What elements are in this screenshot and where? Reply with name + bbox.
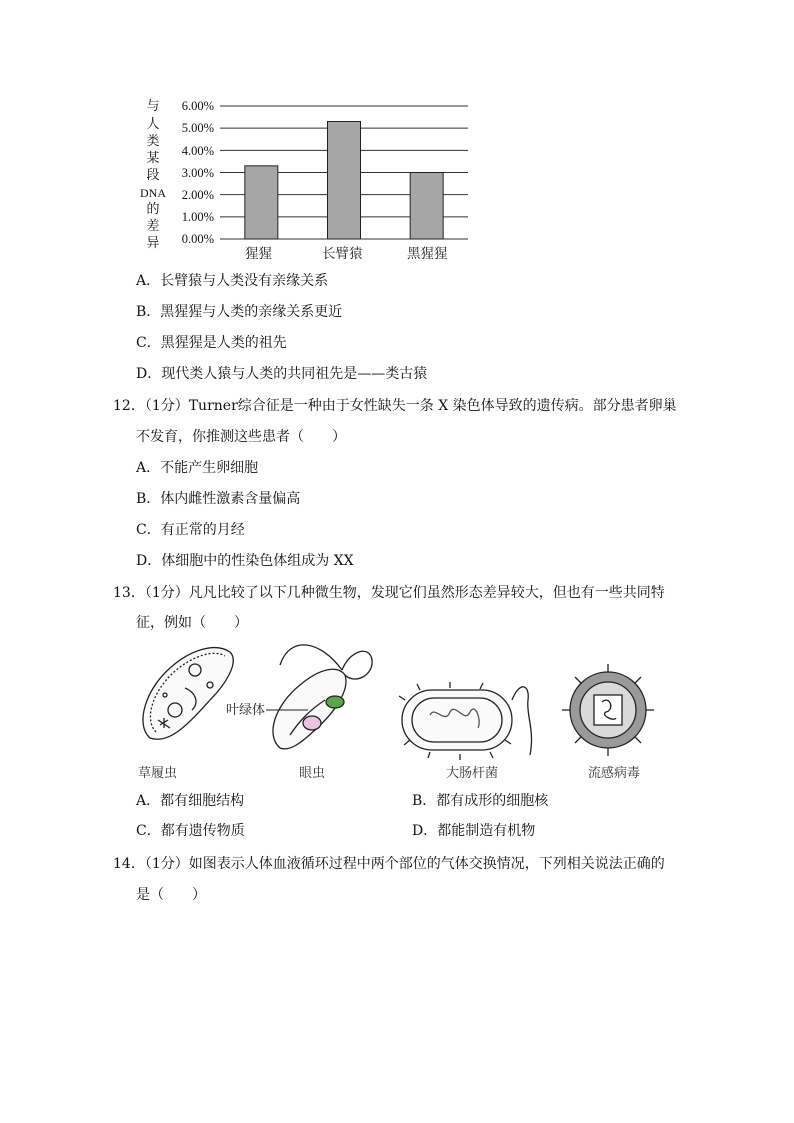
caption-paramecium: 草履虫 — [138, 766, 178, 781]
ylabel-char: 类 — [146, 134, 160, 149]
bar-2 — [410, 173, 443, 240]
x-category-label: 长臂猿 — [322, 246, 363, 262]
option-d[interactable]: D．都能制造有机物 — [412, 823, 536, 839]
y-tick-label: 0.00% — [181, 232, 214, 246]
y-tick-label: 4.00% — [181, 144, 214, 158]
question-text: 13．（1分）凡凡比较了以下几种微生物，发现它们虽然形态差异较大，但也有一些共同特 — [113, 585, 665, 601]
influenza-virus-illustration — [562, 664, 654, 756]
option-a[interactable]: A．都有细胞结构 — [136, 793, 245, 809]
y-tick-label: 6.00% — [181, 99, 214, 113]
option-d[interactable]: D．现代类人猿与人类的共同祖先是——类古猿 — [136, 366, 428, 382]
question-text: 12．（1分）Turner综合征是一种由于女性缺失一条 X 染色体导致的遗传病。部分患者卵巢 — [113, 398, 677, 414]
ylabel-char: 与 — [146, 99, 160, 114]
euglena-illustration — [273, 645, 372, 749]
y-tick-label: 5.00% — [181, 121, 214, 135]
question-text: 不发育，你推测这些患者（ ） — [136, 429, 346, 445]
chart-plot-area — [0, 0, 794, 270]
y-tick-label: 2.00% — [181, 188, 214, 202]
caption-influenza-virus: 流感病毒 — [588, 766, 641, 781]
ylabel-char: 差 — [146, 219, 160, 234]
ylabel-char: 段 — [146, 168, 160, 183]
caption-e-coli: 大肠杆菌 — [446, 766, 499, 781]
option-d[interactable]: D．体细胞中的性染色体组成为 XX — [136, 553, 354, 569]
option-b[interactable]: B．都有成形的细胞核 — [412, 793, 549, 809]
option-c[interactable]: C．黑猩猩是人类的祖先 — [136, 335, 287, 351]
e-coli-illustration — [399, 682, 532, 760]
option-c[interactable]: C．都有遗传物质 — [136, 823, 245, 839]
microorganism-figure — [130, 640, 670, 760]
question-text: 征，例如（ ） — [136, 615, 248, 631]
chloroplast-label: 叶绿体 — [226, 703, 266, 718]
option-b[interactable]: B．黑猩猩与人类的亲缘关系更近 — [136, 304, 343, 320]
ylabel-char: 异 — [146, 236, 160, 251]
x-category-label: 猩猩 — [245, 246, 272, 262]
x-category-label: 黑猩猩 — [407, 246, 448, 262]
paramecium-illustration — [143, 648, 233, 740]
bar-0 — [245, 166, 278, 239]
option-a[interactable]: A．长臂猿与人类没有亲缘关系 — [136, 273, 329, 289]
y-tick-label: 1.00% — [181, 210, 214, 224]
ylabel-char: 人 — [146, 117, 160, 132]
option-c[interactable]: C．有正常的月经 — [136, 522, 245, 538]
caption-euglena: 眼虫 — [299, 766, 326, 781]
option-b[interactable]: B．体内雌性激素含量偏高 — [136, 491, 301, 507]
option-a[interactable]: A．不能产生卵细胞 — [136, 460, 259, 476]
ylabel-char: 某 — [146, 151, 160, 166]
ylabel-char: DNA — [140, 186, 166, 200]
ylabel-char: 的 — [146, 202, 160, 217]
y-tick-label: 3.00% — [181, 166, 214, 180]
question-text: 14．（1分）如图表示人体血液循环过程中两个部位的气体交换情况，下列相关说法正确的 — [113, 856, 665, 872]
question-text: 是（ ） — [136, 887, 206, 903]
bar-1 — [328, 122, 361, 239]
